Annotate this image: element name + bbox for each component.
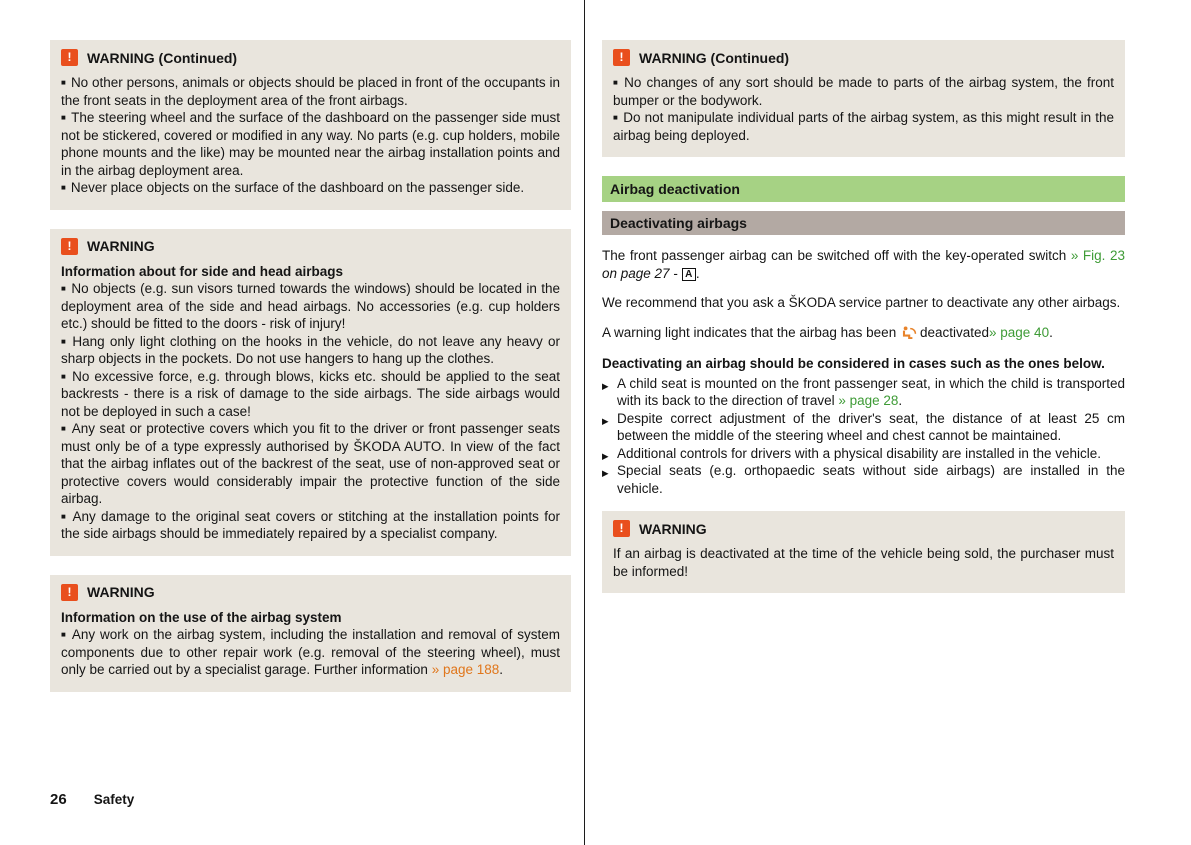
warning-box-continued-2	[602, 40, 1125, 157]
warning-box-airbag-system-use	[50, 575, 571, 692]
left-column	[50, 40, 571, 711]
paragraph-text: The front passenger airbag can be switched off with the key-operated switch	[602, 248, 1071, 263]
warning-item: ■ The steering wheel and the surface of the dashboard on the passenger side must not be stickered, covered or modified in any way. No parts (e.g. cup holders, mobile phone mounts and the like) may be mounted near the airbag installation points and in the airbag deployment area.	[61, 109, 560, 179]
warning-header	[61, 584, 560, 601]
page-number: 26	[50, 791, 67, 808]
warning-title: WARNING (Continued)	[639, 49, 790, 66]
warning-item: ■ Do not manipulate individual parts of the airbag system, as this might result in the airbag being deployed.	[613, 109, 1114, 144]
warning-item-text: Any work on the airbag system, including the installation and removal of system components due to other repair work (e.g. removal of the steering wheel), must only be carried out by a specialist garage. Further information	[61, 627, 560, 677]
ref-label-a: A	[682, 268, 696, 281]
sentence-period: .	[695, 265, 700, 281]
warning-header	[613, 49, 1114, 66]
warning-exclamation-icon: !	[61, 49, 78, 66]
airbag-deactivated-indicator-icon	[901, 326, 917, 344]
page-28-link[interactable]: » page 28	[838, 393, 899, 408]
column-divider	[584, 0, 585, 845]
page-40-link[interactable]: » page 40	[989, 324, 1050, 340]
paragraph-key-switch	[602, 247, 1125, 282]
warning-item: ■ Hang only light clothing on the hooks in the vehicle, do not leave any heavy or sharp objects in the pockets. Do not use hangers to hang up the clothes.	[61, 333, 560, 368]
subsection-header-deactivating-airbags: Deactivating airbags	[602, 211, 1125, 235]
paragraph-text: -	[669, 265, 682, 281]
warning-exclamation-icon: !	[613, 49, 630, 66]
warning-item	[61, 626, 560, 679]
right-column	[602, 40, 1125, 612]
warning-header	[61, 49, 560, 66]
warning-exclamation-icon: !	[613, 520, 630, 537]
list-item-text: Special seats (e.g. orthopaedic seats without side airbags) are installed in the vehicle.	[617, 463, 1125, 496]
paragraph-deactivation-cases: Deactivating an airbag should be considered in cases such as the ones below.	[602, 356, 1105, 371]
list-item	[602, 462, 1125, 497]
sentence-period: .	[898, 393, 903, 408]
warning-exclamation-icon: !	[61, 584, 78, 601]
warning-body: If an airbag is deactivated at the time of the vehicle being sold, the purchaser must be informed!	[613, 546, 1114, 579]
warning-item: ■ Never place objects on the surface of the dashboard on the passenger side.	[61, 179, 560, 197]
list-item	[602, 410, 1125, 445]
warning-item: ■ No other persons, animals or objects should be placed in front of the occupants in the front seats in the deployment area of the front airbags.	[61, 74, 560, 109]
list-item-text: Additional controls for drivers with a physical disability are installed in the vehicle.	[617, 445, 1101, 461]
warning-item: ■ No objects (e.g. sun visors turned towards the windows) should be located in the deployment area of the side and head airbags. No accessories (e.g. cup holders etc.) should be fitted to the doors - risk of injury!	[61, 280, 560, 333]
warning-item: ■ Any damage to the original seat covers or stitching at the installation points for the side airbags should be immediately repaired by a specialist company.	[61, 508, 560, 543]
paragraph-warning-light	[602, 324, 1125, 344]
list-item	[602, 445, 1125, 463]
warning-box-side-head-airbags	[50, 229, 571, 556]
warning-title: WARNING	[87, 584, 155, 600]
warning-box-sale-notice	[602, 511, 1125, 593]
warning-title: WARNING	[639, 520, 707, 537]
list-item-text: A child seat is mounted on the front passenger seat, in which the child is transported with its back to the direction of travel	[617, 375, 1125, 408]
warning-header	[613, 520, 1114, 537]
paragraph-text: A warning light indicates that the airbag has been	[602, 324, 900, 340]
page-ref-italic: on page 27	[602, 265, 670, 281]
warning-subtitle: Information on the use of the airbag system	[61, 609, 342, 625]
warning-box-continued-1	[50, 40, 571, 210]
page-footer	[50, 791, 134, 808]
warning-item: ■ No excessive force, e.g. through blows, kicks etc. should be applied to the seat backrests - there is a risk of damage to the side airbags. The side airbags would not be deployed in such a case!	[61, 368, 560, 421]
sentence-period: .	[499, 662, 504, 677]
paragraph-text: deactivated	[919, 324, 990, 340]
section-header-airbag-deactivation: Airbag deactivation	[602, 176, 1125, 202]
warning-header	[61, 238, 560, 255]
sentence-period: .	[1049, 324, 1053, 340]
warning-title: WARNING	[87, 238, 155, 254]
warning-item: ■ No changes of any sort should be made to parts of the airbag system, the front bumper or the bodywork.	[613, 74, 1114, 109]
warning-title: WARNING (Continued)	[87, 49, 238, 66]
fig-23-link[interactable]: » Fig. 23	[1070, 248, 1125, 263]
deactivation-cases-list	[602, 375, 1125, 498]
warning-item: ■ Any seat or protective covers which you fit to the driver or front passenger seats must only be of a type expressly authorised by ŠKODA AUTO. In view of the fact that the airbag inflates out of the backrest of the seat, use of non-approved seat or protective covers would considerably impair the protective function of the side airbag.	[61, 420, 560, 508]
warning-subtitle: Information about for side and head airbags	[61, 263, 344, 279]
list-item-text: Despite correct adjustment of the driver's seat, the distance of at least 25 cm between the middle of the steering wheel and chest cannot be maintained.	[617, 410, 1125, 443]
warning-exclamation-icon: !	[61, 238, 78, 255]
list-item	[602, 375, 1125, 410]
section-label: Safety	[93, 792, 135, 807]
paragraph-service-partner: We recommend that you ask a ŠKODA service partner to deactivate any other airbags.	[602, 295, 1121, 310]
page-188-link[interactable]: » page 188	[431, 662, 500, 677]
